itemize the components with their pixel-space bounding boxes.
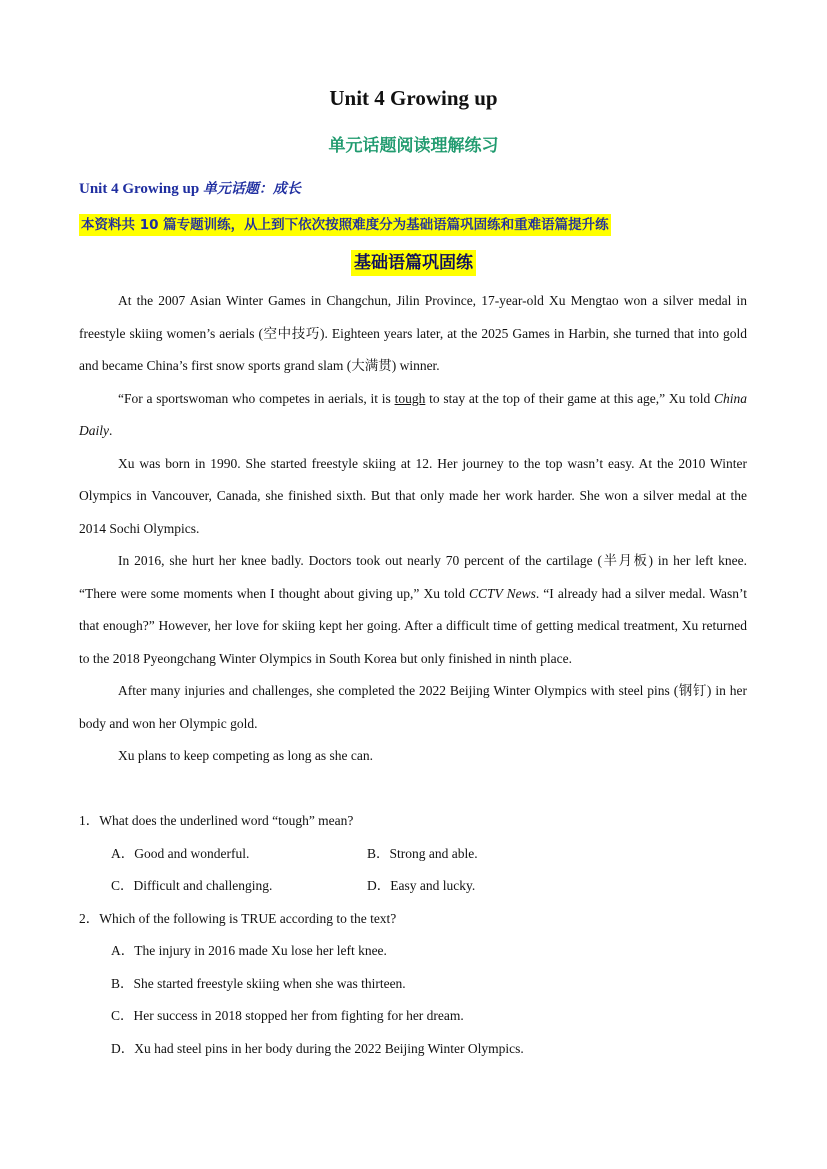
p2-text-b: to stay at the top of their game at this age,” Xu told: [425, 390, 714, 406]
passage-paragraph-1: At the 2007 Asian Winter Games in Changchun, Jilin Province, 17-year-old Xu Mengtao won a silver medal in freestyle skiing women’s aerials (空中技巧). Eighteen years later, at the 2025 Games in Harbin, she turned that into gold and became China’s first snow sports grand slam (大满贯) winner.: [79, 293, 747, 373]
question-1-option-d: D．Easy and lucky.: [367, 878, 476, 893]
reading-passage: [79, 285, 747, 773]
passage-paragraph-5: After many injuries and challenges, she completed the 2022 Beijing Winter Olympics with steel pins (钢钉) in her body and won her Olympic gold.: [79, 683, 747, 731]
source-china-daily: China Daily: [79, 390, 747, 438]
section-heading: [0, 250, 827, 276]
p2-text-a: “For a sportswoman who competes in aerials, it is: [118, 390, 395, 406]
page-title: Unit 4 Growing up: [329, 86, 498, 110]
p2-text-c: .: [109, 423, 113, 438]
unit-topic-cn: 单元话题：成长: [202, 181, 301, 197]
question-2-option-c: C．Her success in 2018 stopped her from fighting for her dream.: [111, 1008, 464, 1023]
question-2-option-a: A．The injury in 2016 made Xu lose her left knee.: [111, 943, 387, 958]
question-2-stem: 2．Which of the following is TRUE according to the text?: [79, 911, 397, 926]
passage-paragraph-3: Xu was born in 1990. She started freestyle skiing at 12. Her journey to the top wasn’t easy. At the 2010 Winter Olympics in Vancouver, Canada, she finished sixth. But that only made her work harder. She won a silver medal at the 2014 Sochi Olympics.: [79, 455, 747, 536]
question-1-option-a: A．Good and wonderful.: [111, 846, 250, 861]
unit-topic: [79, 178, 301, 198]
question-1-option-c: C．Difficult and challenging.: [111, 878, 273, 893]
unit-topic-en: Unit 4 Growing up: [79, 181, 203, 197]
notice-banner: 本资料共 10 篇专题训练，从上到下依次按照难度分为基础语篇巩固练和重难语篇提升练: [79, 214, 611, 236]
question-2-option-b: B．She started freestyle skiing when she was thirteen.: [111, 976, 406, 991]
source-cctv-news: CCTV News: [469, 585, 536, 601]
question-2-option-d: D．Xu had steel pins in her body during the 2022 Beijing Winter Olympics.: [111, 1041, 524, 1056]
p4-text-a: In 2016, she hurt her knee badly. Doctors took out nearly 70 percent of the cartilage (半月板) in her left knee. “There were some moments when I thought about giving up,” Xu told: [79, 553, 747, 601]
section-heading-label: 基础语篇巩固练: [351, 250, 476, 276]
underlined-word: tough: [394, 390, 426, 406]
passage-paragraph-6: Xu plans to keep competing as long as she can.: [118, 748, 373, 763]
question-1-stem: 1．What does the underlined word “tough” mean?: [79, 813, 354, 828]
question-1-option-b: B．Strong and able.: [367, 846, 478, 861]
p4-text-b: . “I already had a silver medal. Wasn’t that enough?” However, her love for skiing kept her going. After a difficult time of getting medical treatment, Xu returned to the 2018 Pyeongchang Winter Olympics in South Korea but only finished in ninth place.: [79, 585, 748, 666]
passage-paragraph-2: [79, 383, 747, 448]
passage-paragraph-4: [79, 545, 747, 675]
page-subtitle: 单元话题阅读理解练习: [328, 136, 499, 156]
